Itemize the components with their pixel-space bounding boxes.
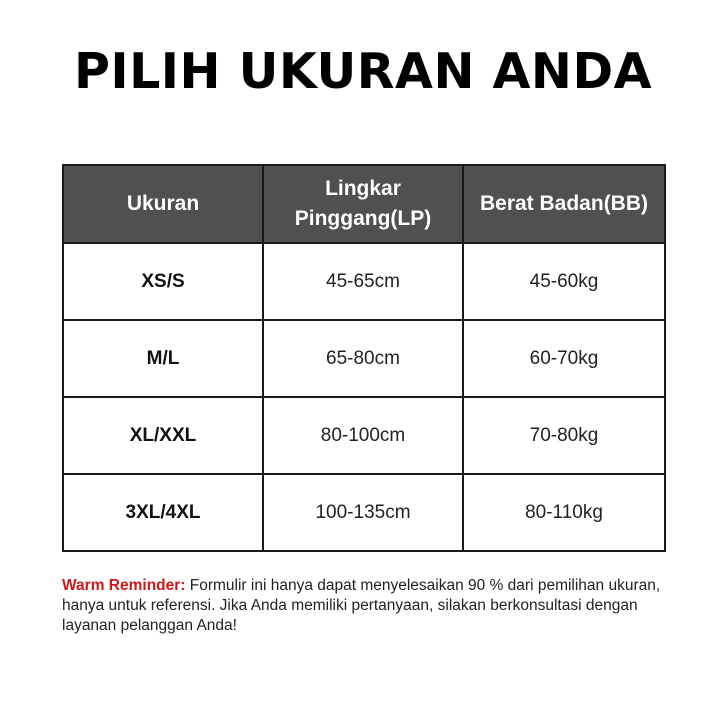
waist-cell: 45-65cm: [263, 243, 463, 320]
page-title: PILIH UKURAN ANDA: [73, 43, 653, 100]
table-row: [63, 474, 665, 551]
size-cell: XS/S: [63, 243, 263, 320]
header-waist-line-1: Lingkar: [325, 177, 401, 200]
table-header-row: [63, 165, 665, 243]
header-size-label: Ukuran: [126, 192, 200, 215]
weight-cell: 60-70kg: [463, 320, 665, 397]
waist-cell: 100-135cm: [263, 474, 463, 551]
waist-cell: 65-80cm: [263, 320, 463, 397]
size-cell: M/L: [63, 320, 263, 397]
weight-cell: 70-80kg: [463, 397, 665, 474]
table-row: [63, 320, 665, 397]
header-waist: [263, 165, 463, 243]
header-weight-label: Berat Badan(BB): [479, 192, 649, 215]
weight-cell: 45-60kg: [463, 243, 665, 320]
header-size: [63, 165, 263, 243]
table-row: [63, 243, 665, 320]
size-cell: 3XL/4XL: [63, 474, 263, 551]
size-chart-table: [62, 164, 666, 552]
weight-cell: 80-110kg: [463, 474, 665, 551]
header-waist-line-2: Pinggang(LP): [294, 207, 432, 230]
reminder-text: Formulir ini hanya dapat menyelesaikan 90 % dari pemilihan ukuran, hanya untuk referensi. Jika Anda memiliki pertanyaan, silakan berkonsultasi dengan layanan pelanggan Anda!: [62, 577, 661, 634]
header-weight: [463, 165, 665, 243]
warm-reminder: [62, 576, 672, 636]
table-row: [63, 397, 665, 474]
size-cell: XL/XXL: [63, 397, 263, 474]
reminder-label: Warm Reminder:: [62, 577, 186, 594]
waist-cell: 80-100cm: [263, 397, 463, 474]
